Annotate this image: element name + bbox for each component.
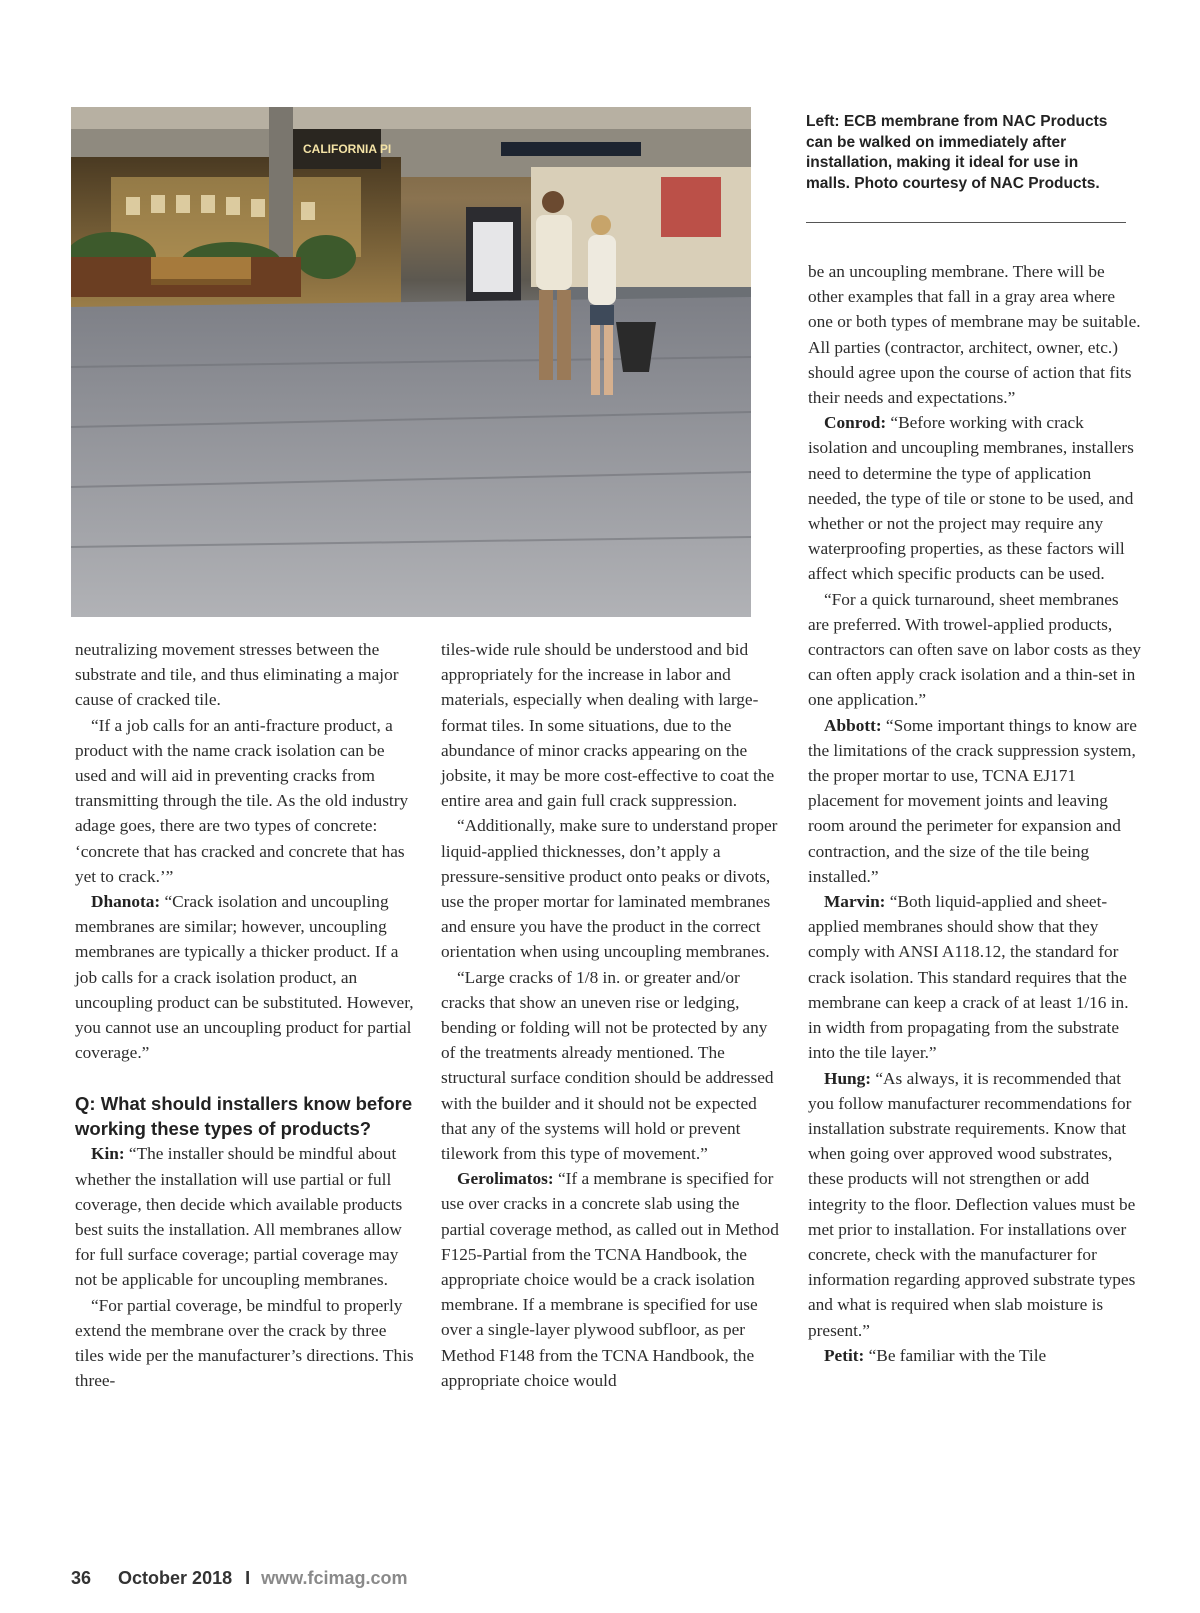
question-heading: Q: What should installers know before working these types of products?: [75, 1093, 413, 1140]
paragraph: [808, 410, 1144, 586]
paragraph: [808, 1343, 1144, 1368]
paragraph-text: “Be familiar with the Tile: [864, 1345, 1047, 1365]
store-sign-text: CALIFORNIA PI: [303, 142, 392, 156]
paragraph: [75, 1141, 415, 1292]
paragraph-text: “Crack isolation and uncoupling membranes are similar; however, uncoupling membranes are typically a thicker product. If a job calls for a crack isolation product, an uncoupling product can be substituted. However, you cannot use an uncoupling product for partial coverage.”: [75, 892, 414, 1063]
speaker-name: Abbott:: [824, 715, 882, 735]
page-number: 36: [71, 1568, 92, 1588]
paragraph: [808, 1066, 1144, 1343]
speaker-name: Kin:: [91, 1144, 125, 1164]
speaker-name: Dhanota:: [91, 892, 161, 912]
article-column-1: [75, 637, 415, 1393]
paragraph: “Large cracks of 1/8 in. or greater and/or cracks that show an uneven rise or ledging, bending or folding will not be protected by any of the treatments already mentioned. The structural surface condition should be addressed with the builder and it should not be expected that any of the systems will hold or prevent tilework from this type of movement.”: [441, 967, 774, 1164]
paragraph-text: “Some important things to know are the limitations of the crack suppression system, the proper mortar to use, TCNA EJ171 placement for movement joints and leaving room around the perimeter for expansion and contraction, and the size of the tile being installed.”: [808, 715, 1137, 886]
mall-photo: [71, 107, 751, 617]
speaker-name: Marvin:: [824, 892, 886, 912]
speaker-name: Conrod:: [824, 413, 887, 433]
paragraph-text: “If a membrane is specified for use over cracks in a concrete slab using the partial coverage method, as called out in Method F125-Partial from the TCNA Handbook, the appropriate choice would be a crack isolation membrane. If a membrane is specified for use over a single-layer plywood subfloor, as per Method F148 from the TCNA Handbook, the appropriate choice would: [441, 1169, 779, 1390]
caption-divider: [806, 222, 1126, 223]
website-link[interactable]: www.fcimag.com: [261, 1568, 408, 1588]
paragraph: [808, 713, 1144, 889]
mall-scene-illustration: [71, 107, 751, 617]
photo-caption: Left: ECB membrane from NAC Products can be walked on immediately after installation, making it ideal for use in malls. Photo courtesy of NAC Products.: [806, 113, 1108, 192]
article-column-2: [441, 637, 781, 1393]
paragraph-text: “Before working with crack isolation and uncoupling membranes, installers need to determine the type of application needed, the type of tile or stone to be used, and whether or not the project may require any waterproofing properties, as these factors will affect which specific products can be used.: [808, 413, 1134, 584]
issue-date: October 2018: [118, 1568, 233, 1588]
speaker-name: Petit:: [824, 1345, 865, 1365]
paragraph: “For partial coverage, be mindful to properly extend the membrane over the crack by three tiles wide per the manufacturer’s directions. This three-: [75, 1295, 414, 1391]
paragraph: “Additionally, make sure to understand proper liquid-applied thicknesses, don’t apply a pressure-sensitive product onto peaks or divots, use the proper mortar for laminated membranes and ensure you have the product in the correct orientation when using uncoupling membranes.: [441, 816, 778, 962]
paragraph-text: “The installer should be mindful about whether the installation will use partial or full coverage, then decide which available products best suits the installation. All membranes allow for full surface coverage; partial coverage may not be applicable for uncoupling membranes.: [75, 1144, 403, 1290]
paragraph: “For a quick turnaround, sheet membranes are preferred. With trowel-applied products, contractors can often save on labor costs as they can often apply crack isolation and a thin-set in one application.”: [808, 589, 1142, 710]
speaker-name: Gerolimatos:: [457, 1169, 554, 1189]
paragraph: [75, 889, 415, 1065]
paragraph: “If a job calls for an anti-fracture product, a product with the name crack isolation can be used and will aid in preventing cracks from transmitting through the tile. As the old industry adage goes, there are two types of concrete: ‘concrete that has cracked and concrete that has yet to crack.’”: [75, 715, 409, 886]
paragraph: [808, 889, 1144, 1065]
paragraph: be an uncoupling membrane. There will be other examples that fall in a gray area where one or both types of membrane may be suitable. All parties (contractor, architect, owner, etc.) should agree upon the course of action that fits their needs and expectations.”: [808, 262, 1141, 408]
speaker-name: Hung:: [824, 1068, 872, 1088]
page-footer: [71, 1568, 408, 1589]
article-column-3: [808, 259, 1144, 1368]
paragraph: [441, 1166, 781, 1393]
paragraph-text: “Both liquid-applied and sheet-applied membranes should show that they comply with ANSI A118.12, the standard for crack isolation. This standard requires that the membrane can keep a crack of at least 1/16 in. in width from propagating from the substrate into the tile layer.”: [808, 892, 1129, 1063]
paragraph: tiles-wide rule should be understood and bid appropriately for the increase in labor and materials, especially when dealing with large-format tiles. In some situations, due to the abundance of minor cracks appearing on the jobsite, it may be more cost-effective to coat the entire area and gain full crack suppression.: [441, 640, 775, 811]
paragraph: neutralizing movement stresses between the substrate and tile, and thus eliminating a major cause of cracked tile.: [75, 640, 399, 710]
footer-separator: I: [245, 1568, 251, 1588]
paragraph-text: “As always, it is recommended that you follow manufacturer recommendations for installation substrate requirements. Know that when going over approved wood substrates, these products will not strengthen or add integrity to the floor. Deflection values must be met prior to installation. For installations over concrete, check with the manufacturer for information regarding approved substrate types and what is required when slab moisture is present.”: [808, 1068, 1136, 1340]
